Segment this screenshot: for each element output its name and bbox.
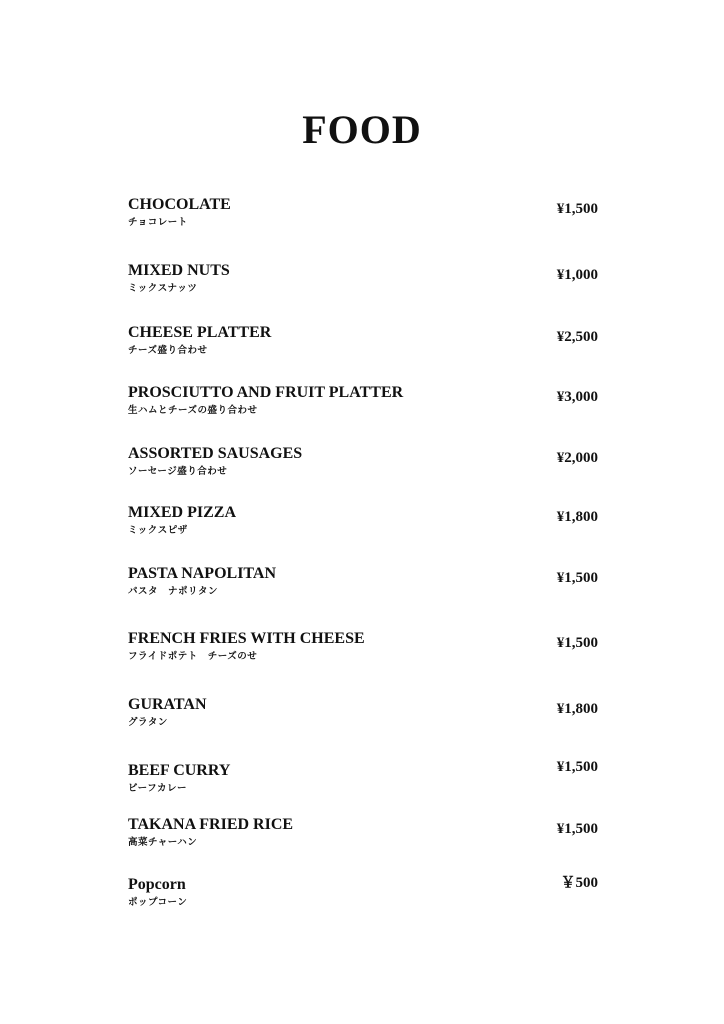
menu-item-price: ¥3,000 (556, 389, 598, 405)
menu-item-name: BEEF CURRY (128, 762, 231, 779)
menu-item-cheese-platter (128, 323, 598, 373)
menu-item-price: ¥1,500 (556, 821, 598, 837)
menu-item-price: ¥1,500 (556, 201, 598, 217)
menu-item-name: TAKANA FRIED RICE (128, 816, 294, 833)
menu-item-price: ¥1,500 (556, 759, 598, 775)
menu-item-japanese-name: パスタ ナポリタン (128, 586, 219, 597)
menu-item-name: CHEESE PLATTER (128, 324, 272, 341)
menu-item-price: ¥1,000 (556, 267, 598, 283)
menu-item-price: ¥1,800 (556, 701, 598, 717)
menu-item-french-fries (128, 629, 598, 679)
page-title: FOOD (302, 107, 422, 152)
menu-item-japanese-name: フライドポテト チーズのせ (128, 651, 258, 662)
menu-item-beef-curry (128, 761, 598, 811)
menu-item-guratan (128, 695, 598, 745)
menu-item-price: ¥2,000 (556, 450, 598, 466)
menu-item-name: FRENCH FRIES WITH CHEESE (128, 630, 365, 647)
menu-item-japanese-name: 生ハムとチーズの盛り合わせ (128, 405, 258, 416)
menu-item-chocolate (128, 195, 598, 245)
menu-item-price: ¥1,500 (556, 570, 598, 586)
menu-item-japanese-name: グラタン (128, 717, 168, 728)
menu-item-price: ¥2,500 (556, 329, 598, 345)
menu-item-japanese-name: チーズ盛り合わせ (128, 345, 208, 356)
menu-item-japanese-name: ビーフカレー (128, 783, 188, 794)
menu-item-price: ¥1,500 (556, 635, 598, 651)
menu-item-name: ASSORTED SAUSAGES (128, 445, 303, 462)
menu-item-name: Popcorn (128, 876, 186, 893)
menu-item-mixed-nuts (128, 261, 598, 311)
menu-item-name: MIXED PIZZA (128, 504, 237, 521)
menu-item-name: PROSCIUTTO AND FRUIT PLATTER (128, 384, 404, 401)
menu-item-name: MIXED NUTS (128, 262, 230, 279)
menu-item-japanese-name: ポップコーン (128, 897, 188, 908)
menu-item-price: ¥1,800 (556, 509, 598, 525)
menu-item-takana-fried-rice (128, 815, 598, 865)
menu-item-japanese-name: ソーセージ盛り合わせ (128, 466, 228, 477)
menu-item-name: GURATAN (128, 696, 207, 713)
menu-item-name: CHOCOLATE (128, 196, 231, 213)
menu-item-japanese-name: 高菜チャーハン (128, 837, 198, 848)
menu-item-price: ￥500 (560, 875, 598, 891)
menu-item-japanese-name: ミックスナッツ (128, 283, 198, 294)
menu-item-japanese-name: ミックスピザ (128, 525, 188, 536)
menu-item-assorted-sausages (128, 444, 598, 494)
menu-item-prosciutto-platter (128, 383, 598, 433)
menu-item-japanese-name: チョコレート (128, 217, 188, 228)
menu-item-popcorn (128, 875, 598, 925)
menu-item-name: PASTA NAPOLITAN (128, 565, 277, 582)
menu-item-pasta-napolitan (128, 564, 598, 614)
menu-item-mixed-pizza (128, 503, 598, 553)
